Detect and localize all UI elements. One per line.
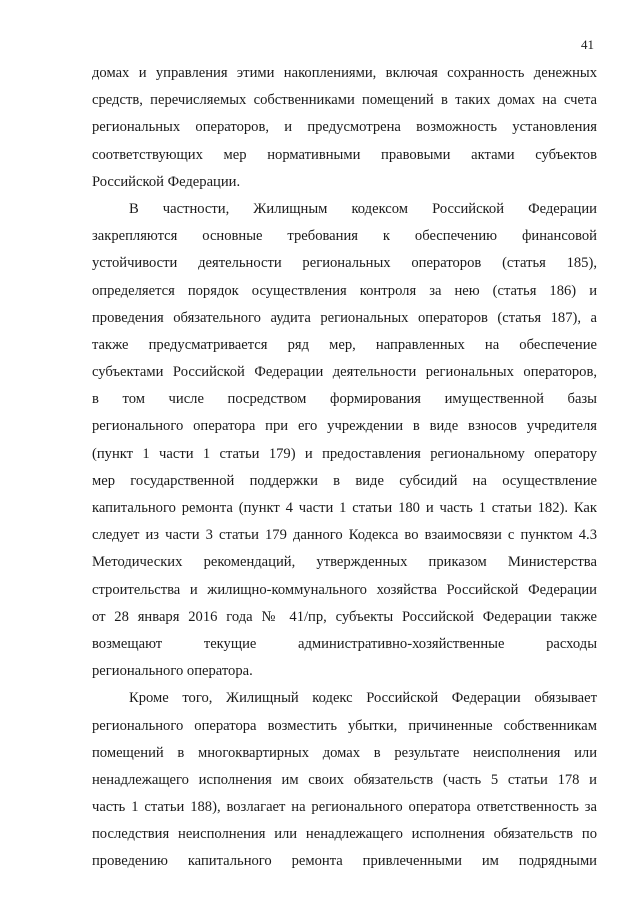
text-line: Кроме того, Жилищный кодекс Российской Федерации обязывает	[129, 690, 597, 707]
text-line: ненадлежащего исполнения им своих обязательств (часть 5 статьи 178 и	[92, 771, 597, 788]
body-text	[92, 60, 597, 876]
text-line: часть 1 статьи 188), возлагает на регионального оператора ответственность за	[92, 799, 597, 816]
text-line: от 28 января 2016 года № 41/пр, субъекты Российской Федерации также	[92, 608, 597, 625]
text-line: следует из части 3 статьи 179 данного Кодекса во взаимосвязи с пунктом 4.3	[92, 527, 597, 544]
text-line: регионального оператора.	[92, 663, 253, 680]
text-line: (пункт 1 части 1 статьи 179) и предоставления региональному оператору	[92, 445, 597, 462]
text-line: мер государственной поддержки в виде субсидий на осуществление	[92, 472, 597, 489]
text-line: капитального ремонта (пункт 4 части 1 статьи 180 и часть 1 статьи 182). Как	[92, 500, 597, 516]
text-line: закрепляются основные требования к обеспечению финансовой	[92, 228, 597, 245]
text-line: проведению капитального ремонта привлеченными им подрядными	[92, 853, 597, 870]
paragraph-regional-operators	[92, 196, 597, 685]
text-line: регионального оператора при его учреждении в виде взносов учредителя	[92, 418, 597, 435]
text-line: определяется порядок осуществления контроля за нею (статья 186) и	[92, 282, 597, 299]
text-line: проведения обязательного аудита региональных операторов (статья 187), а	[92, 309, 597, 326]
text-line: Российской Федерации.	[92, 173, 241, 190]
paragraph-housing-code-obligations	[92, 685, 597, 875]
text-line: возмещают текущие административно-хозяйственные расходы	[92, 635, 597, 652]
text-line: соответствующих мер нормативными правовыми актами субъектов	[92, 146, 597, 163]
text-line: Методических рекомендаций, утвержденных приказом Министерства	[92, 554, 597, 571]
text-line: домах и управления этими накоплениями, включая сохранность денежных	[92, 65, 597, 81]
text-line: помещений в многоквартирных домах в результате неисполнения или	[92, 744, 597, 761]
text-line: также предусматривается ряд мер, направленных на обеспечение	[92, 336, 597, 353]
paragraph-continuation	[92, 60, 597, 196]
text-line: устойчивости деятельности региональных операторов (статья 185),	[92, 255, 597, 272]
text-line: строительства и жилищно-коммунального хозяйства Российской Федерации	[92, 581, 597, 598]
text-line: субъектами Российской Федерации деятельности региональных операторов,	[92, 364, 597, 381]
text-line: в том числе посредством формирования имущественной базы	[92, 391, 597, 408]
page-number: 41	[581, 37, 594, 52]
text-line: региональных операторов, и предусмотрена возможность установления	[92, 119, 597, 136]
text-line: последствия неисполнения или ненадлежащего исполнения обязательств по	[92, 826, 597, 843]
text-line: средств, перечисляемых собственниками помещений в таких домах на счета	[92, 92, 597, 109]
text-line: В частности, Жилищным кодексом Российской Федерации	[129, 200, 597, 217]
text-line: регионального оператора возместить убытки, причиненные собственникам	[92, 717, 597, 734]
